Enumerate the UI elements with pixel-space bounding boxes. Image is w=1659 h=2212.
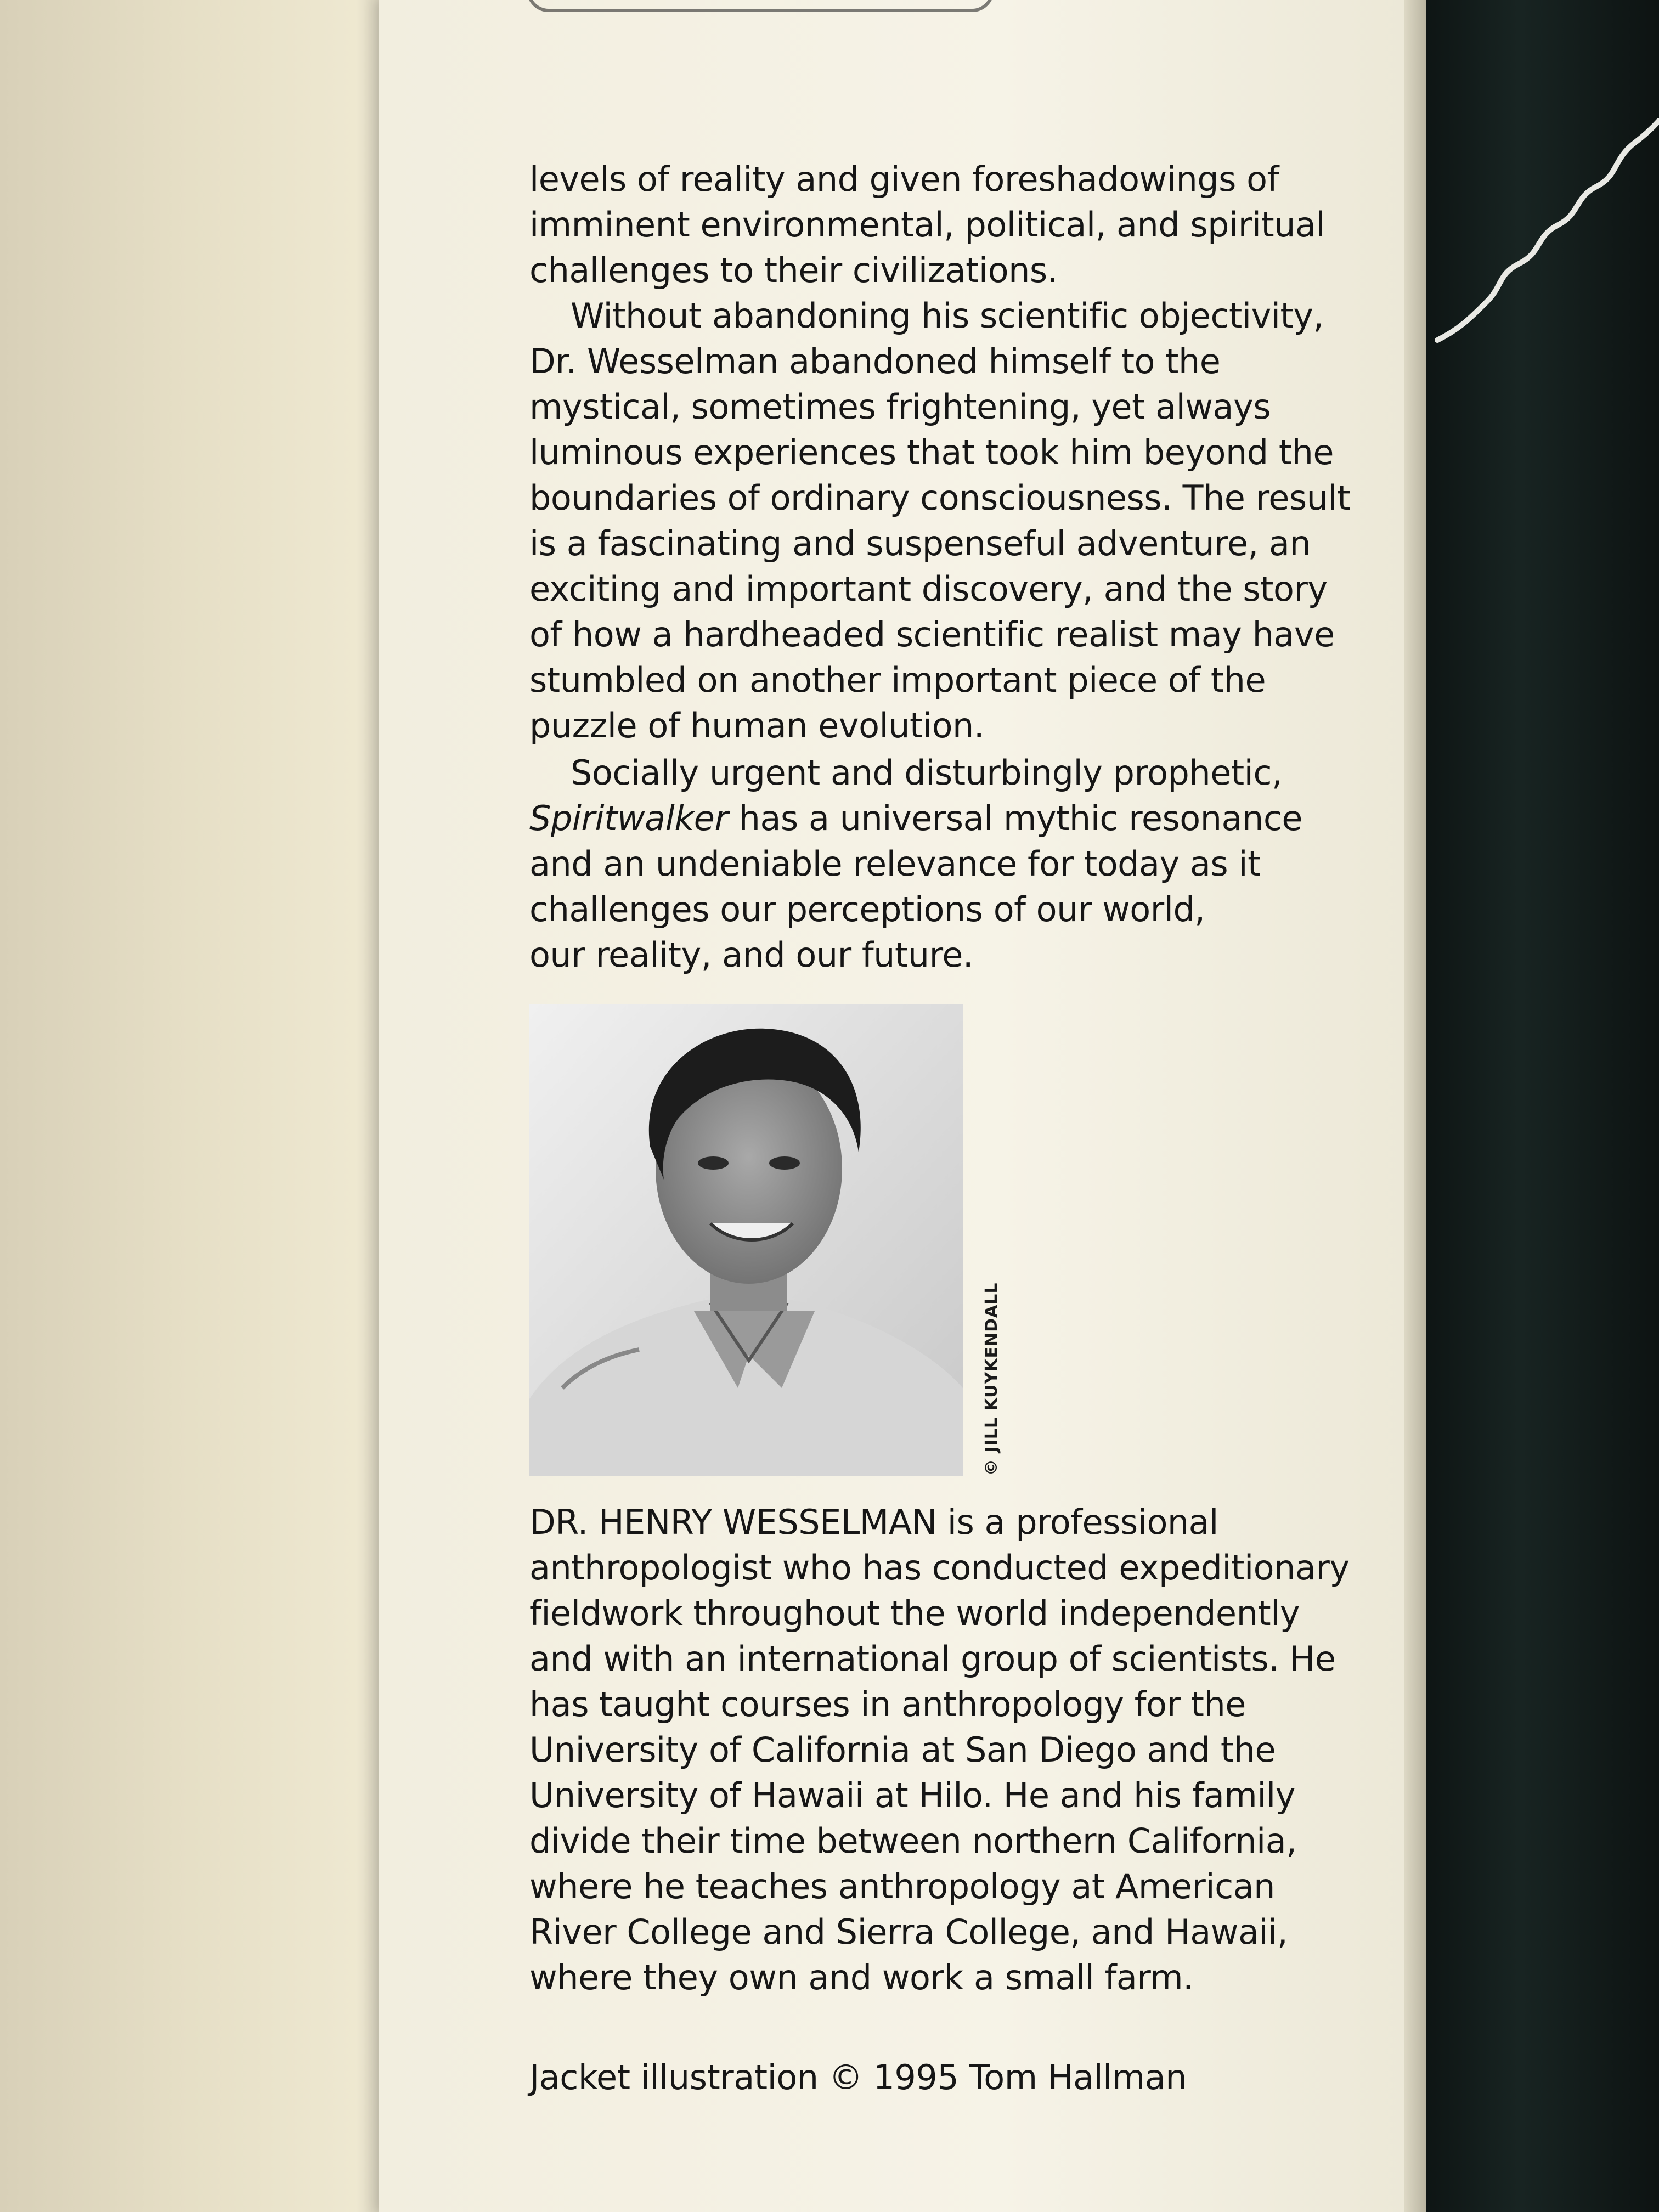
text-line: stumbled on another important piece of the (529, 660, 1266, 700)
text-fragment: has a universal mythic resonance (728, 798, 1303, 838)
description-paragraph-1 (529, 156, 1341, 293)
text-line: River College and Sierra College, and Hawaii, (529, 1912, 1288, 1952)
jacket-illustration-credit: Jacket illustration © 1995 Tom Hallman (529, 2057, 1187, 2097)
text-line: DR. HENRY WESSELMAN is a professional (529, 1502, 1218, 1542)
text-line: has taught courses in anthropology for the (529, 1684, 1246, 1724)
text-line: of how a hardheaded scientific realist may have (529, 614, 1335, 654)
text-line: is a fascinating and suspenseful adventure, an (529, 523, 1311, 563)
page-shadow (357, 0, 379, 2212)
text-line: levels of reality and given foreshadowings of (529, 159, 1279, 199)
text-line: challenges to their civilizations. (529, 250, 1058, 290)
text-line: where they own and work a small farm. (529, 1957, 1194, 1997)
text-line: fieldwork throughout the world independently (529, 1593, 1300, 1633)
flap-edge (1404, 0, 1426, 2212)
text-line: Dr. Wesselman abandoned himself to the (529, 341, 1221, 381)
text-line: anthropologist who has conducted expeditionary (529, 1548, 1350, 1588)
wire-cord (1426, 110, 1659, 373)
text-line: and with an international group of scientists. He (529, 1639, 1336, 1679)
text-line: Socially urgent and disturbingly prophetic, (571, 753, 1283, 793)
author-photo (529, 1004, 963, 1476)
text-line: University of California at San Diego and the (529, 1730, 1276, 1770)
left-page-paper (0, 0, 379, 2212)
text-line: boundaries of ordinary consciousness. The result (529, 478, 1350, 518)
text-line: divide their time between northern California, (529, 1821, 1297, 1861)
book-title: Spiritwalker (529, 798, 729, 838)
text-line: challenges our perceptions of our world, (529, 889, 1205, 929)
text-line (529, 795, 1341, 841)
description-paragraph-2 (529, 293, 1350, 748)
text-line: where he teaches anthropology at American (529, 1866, 1275, 1906)
text-line: puzzle of human evolution. (529, 706, 985, 746)
description-paragraph-3 (529, 750, 1341, 978)
cropped-top-text (527, 0, 994, 12)
text-line: imminent environmental, political, and spiritual (529, 205, 1325, 245)
text-line: Without abandoning his scientific objectivity, (571, 296, 1324, 336)
text-line: our reality, and our future. (529, 935, 974, 975)
author-bio (529, 1499, 1350, 2000)
text-line: luminous experiences that took him beyond the (529, 432, 1334, 472)
text-line: and an undeniable relevance for today as it (529, 844, 1261, 884)
text-line: University of Hawaii at Hilo. He and his family (529, 1775, 1295, 1815)
text-line: mystical, sometimes frightening, yet always (529, 387, 1271, 427)
text-line: exciting and important discovery, and the story (529, 569, 1328, 609)
photo-credit: © JILL KUYKENDALL (982, 1282, 1001, 1476)
